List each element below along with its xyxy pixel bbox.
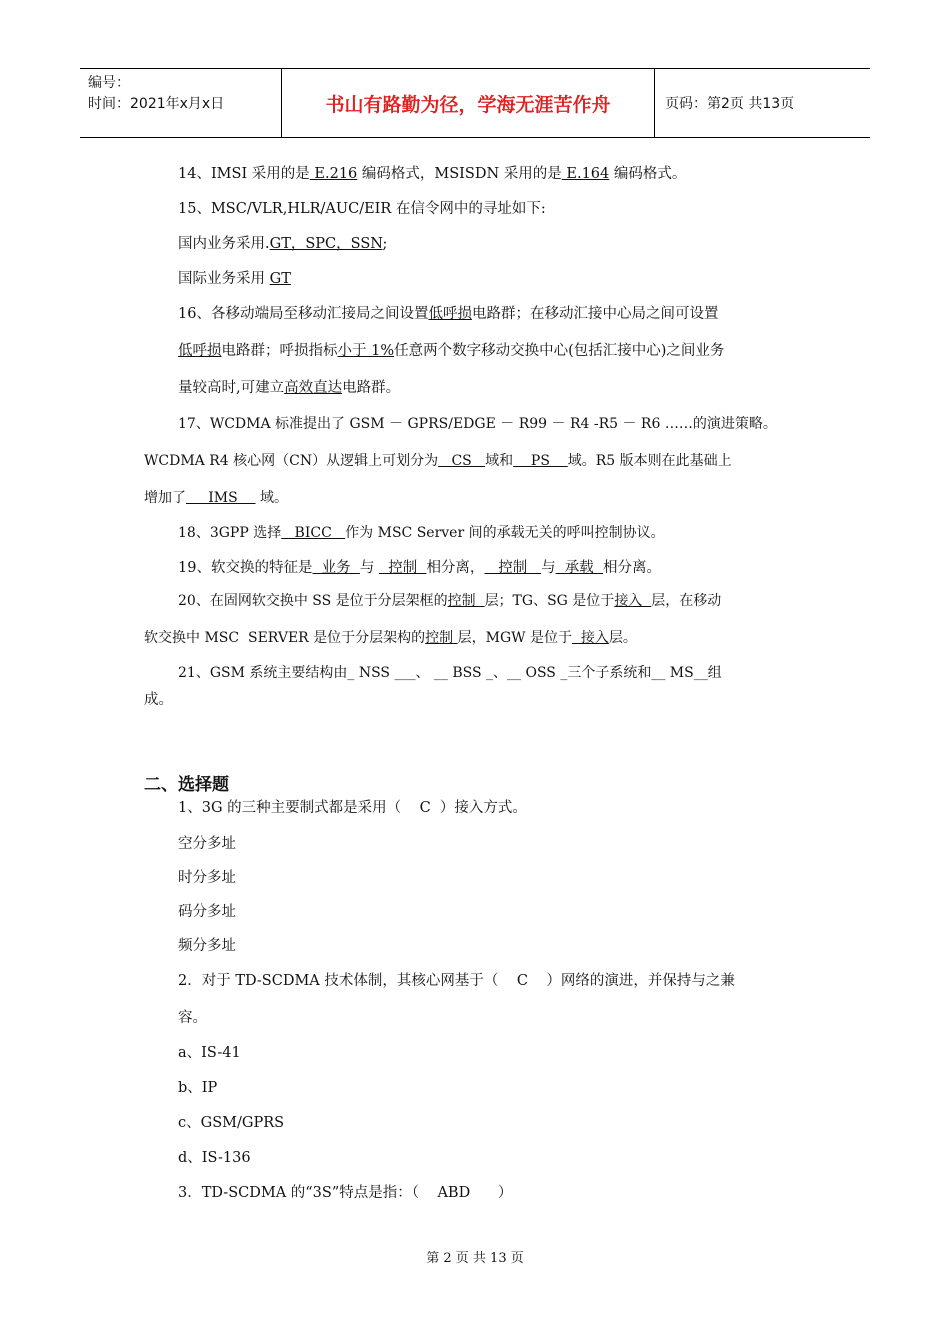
option-item: d、IS-136 [178, 1150, 251, 1166]
answer: IMS [186, 490, 256, 506]
answer: 控制 [425, 630, 458, 646]
question-20: 20、在固网软交换中 SS 是位于分层架框的控制 层；TG、SG 是位于接入 层，在移动 [178, 593, 722, 609]
answer: GT [269, 271, 291, 287]
answer: BICC [281, 525, 346, 541]
section-title-choice: 二、选择题 [144, 775, 229, 795]
question-15: 15、MSC/VLR,HLR/AUC/EIR 在信令网中的寻址如下: [178, 201, 546, 217]
answer: 接入 [571, 630, 609, 646]
option-item: 码分多址 [178, 904, 236, 920]
question-17-line2: WCDMA R4 核心网（CN）从逻辑上可划分为 CS 域和 PS 域。R5 版本则在此基础上 [144, 453, 732, 469]
option-item: b、IP [178, 1080, 218, 1096]
option-item: 时分多址 [178, 870, 236, 886]
choice-question-3: 3．TD-SCDMA 的“3S”特点是指：（ ABD ） [178, 1185, 513, 1201]
question-16: 16、各移动端局至移动汇接局之间设置低呼损电路群；在移动汇接中心局之间可设置 [178, 306, 719, 322]
answer: 低呼损 [178, 343, 222, 359]
answer: CS [438, 453, 486, 469]
choice-question-2-line2: 容。 [178, 1010, 207, 1026]
question-17-line3: 增加了 IMS 域。 [144, 490, 288, 506]
option-item: a、IS-41 [178, 1045, 241, 1061]
question-19: 19、软交换的特征是 业务 与 控制 相分离， 控制 与 承载 相分离。 [178, 560, 662, 576]
choice-question-2: 2．对于 TD-SCDMA 技术体制，其核心网基于（ C ）网络的演进，并保持与之兼 [178, 973, 735, 989]
header-motto: 书山有路勤为径，学海无涯苦作舟 [282, 69, 655, 137]
question-18: 18、3GPP 选择 BICC 作为 MSC Server 间的承载无关的呼叫控制协议。 [178, 525, 665, 541]
choice-question-1: 1、3G 的三种主要制式都是采用（ C ）接入方式。 [178, 800, 527, 816]
answer: 高效直达 [284, 380, 343, 396]
question-20-line2: 软交换中 MSC SERVER 是位于分层架构的控制 层，MGW 是位于 接入层。 [144, 630, 637, 646]
page-footer: 第 2 页 共 13 页 [426, 1251, 524, 1266]
answer: E.216 [309, 166, 358, 182]
question-17: 17、WCDMA 标准提出了 GSM － GPRS/EDGE － R99 － R4 -R5 － R6 ……的演进策略。 [178, 416, 777, 432]
header-meta [80, 69, 282, 137]
answer: GT，SPC，SSN [269, 236, 383, 252]
answer: 控制 [379, 560, 427, 576]
page-header [80, 68, 870, 138]
answer: E.164 [561, 166, 610, 182]
answer: PS [513, 453, 568, 469]
answer: 接入 [614, 593, 652, 609]
question-15-domestic: 国内业务采用.GT，SPC，SSN; [178, 236, 388, 252]
question-15-international: 国际业务采用 GT [178, 271, 291, 287]
answer: 控制 [484, 560, 542, 576]
option-item: 频分多址 [178, 938, 236, 954]
number-label: 编号： [88, 75, 130, 91]
time-label: 时间：2021年x月x日 [88, 96, 225, 112]
answer: 小于 1% [337, 343, 395, 359]
answer: 低呼损 [428, 306, 472, 322]
header-page-info: 页码：第2页 共13页 [665, 96, 795, 112]
answer: 控制 [447, 593, 485, 609]
question-16-line2: 低呼损电路群；呼损指标小于 1%任意两个数字移动交换中心(包括汇接中心)之间业务 [178, 343, 725, 359]
answer: 业务 [312, 560, 360, 576]
option-item: c、GSM/GPRS [178, 1115, 285, 1131]
option-item: 空分多址 [178, 836, 236, 852]
question-16-line3: 量较高时,可建立高效直达电路群。 [178, 380, 401, 396]
question-21-line2: 成。 [144, 692, 173, 708]
answer: 承载 [555, 560, 604, 576]
question-14: 14、IMSI 采用的是 E.216 编码格式，MSISDN 采用的是 E.164 编码格式。 [178, 166, 687, 182]
question-21: 21、GSM 系统主要结构由_ NSS ___、 __ BSS _、__ OSS _三个子系统和__ MS__组 [178, 665, 722, 681]
